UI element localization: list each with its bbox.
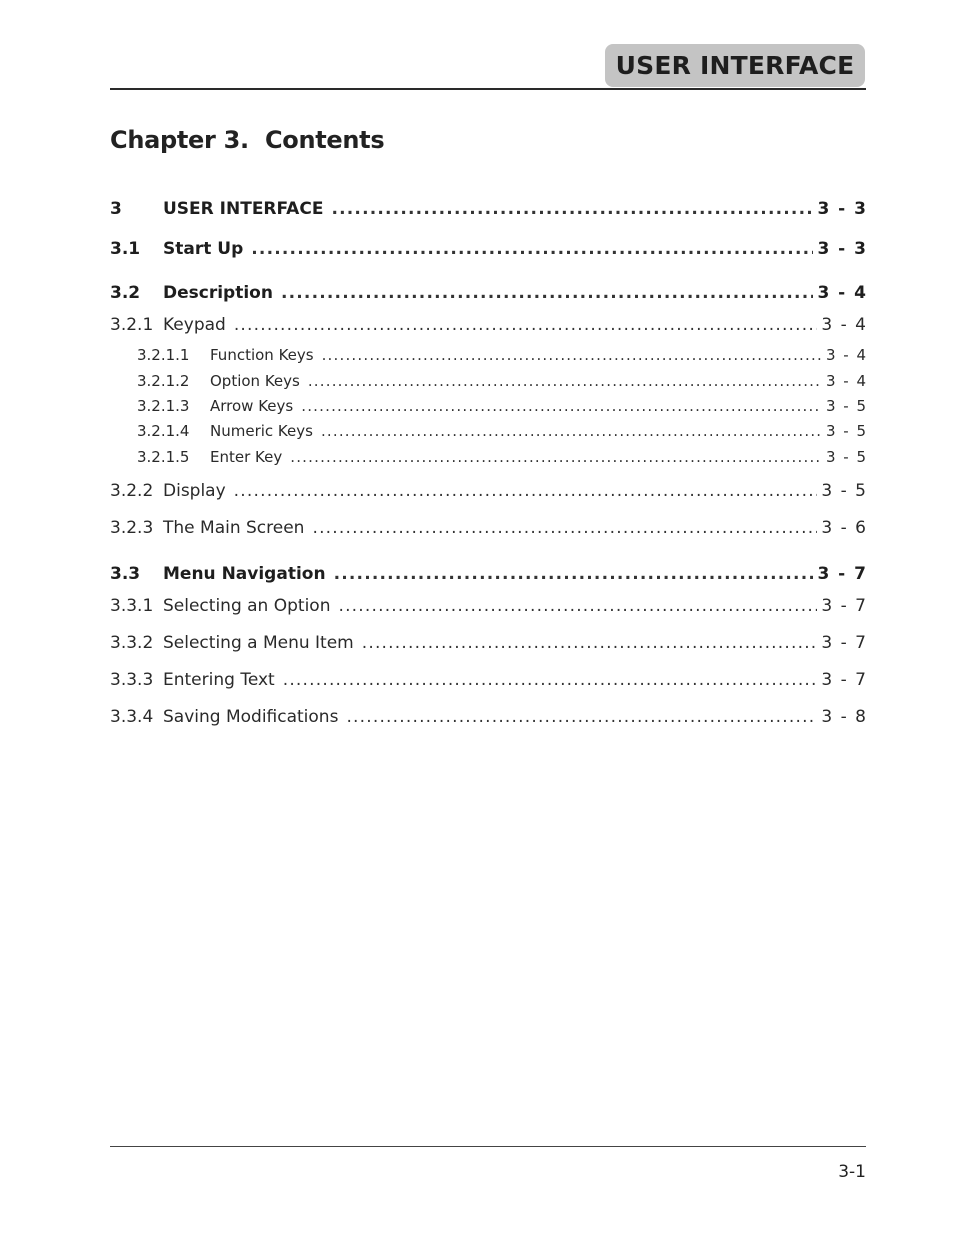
toc-entry[interactable] [110,633,866,653]
toc-leader-dots [283,670,818,690]
toc-page: 3 - 4 [821,315,866,335]
toc-title: Arrow Keys [210,397,294,415]
toc-entry[interactable] [110,596,866,616]
toc-title: Description [163,283,273,303]
toc-number: 3.2.3 [110,518,154,538]
toc-entry[interactable] [110,707,866,727]
toc-number: 3.1 [110,239,141,259]
toc-page: 3 - 6 [821,518,866,538]
toc-page: 3 - 8 [821,707,866,727]
toc-title: Option Keys [210,372,300,390]
toc-page: 3 - 7 [821,596,866,616]
toc-entry[interactable] [110,670,866,690]
toc-page: 3 - 4 [817,283,866,303]
toc-entry[interactable] [110,564,866,584]
toc-number: 3.3.2 [110,633,154,653]
toc-leader-dots [331,199,813,219]
toc-number: 3.3.1 [110,596,154,616]
toc-page: 3 - 7 [821,633,866,653]
toc-title: Keypad [163,315,226,335]
toc-entry[interactable] [137,346,866,364]
toc-title: Function Keys [210,346,314,364]
toc-leader-dots [322,346,822,364]
toc-title: Saving Modifications [163,707,339,727]
toc-entry[interactable] [137,397,866,415]
toc-title: Selecting an Option [163,596,331,616]
toc-entry[interactable] [110,481,866,501]
toc-title: Entering Text [163,670,275,690]
toc-title: The Main Screen [163,518,305,538]
toc-leader-dots [308,372,822,390]
toc-page: 3 - 5 [825,448,866,466]
toc-number: 3.3.4 [110,707,154,727]
toc-title: Display [163,481,226,501]
toc-entry[interactable] [110,283,866,303]
toc-page: 3 - 3 [817,239,866,259]
header-divider [110,88,866,90]
toc-number: 3.3.3 [110,670,154,690]
toc-title: Menu Navigation [163,564,326,584]
toc-leader-dots [301,397,822,415]
toc-leader-dots [281,283,813,303]
toc-entry[interactable] [137,372,866,390]
toc-number: 3.3 [110,564,141,584]
toc-page: 3 - 7 [817,564,866,584]
toc-title: Numeric Keys [210,422,313,440]
toc-entry[interactable] [110,199,866,219]
toc-page: 3 - 4 [825,346,866,364]
toc-title: Enter Key [210,448,283,466]
toc-leader-dots [234,481,818,501]
page-number: 3-1 [838,1162,866,1182]
toc-entry[interactable] [137,422,866,440]
chapter-title: Chapter 3. Contents [110,126,385,154]
toc-page: 3 - 5 [825,397,866,415]
toc-leader-dots [312,518,817,538]
toc-entry[interactable] [110,518,866,538]
toc-page: 3 - 3 [817,199,866,219]
toc-number: 3 [110,199,122,219]
toc-entry[interactable] [110,239,866,259]
toc-entry[interactable] [110,315,866,335]
toc-title: Start Up [163,239,244,259]
toc-leader-dots [290,448,822,466]
toc-number: 3.2.1.1 [137,346,190,364]
toc-page: 3 - 7 [821,670,866,690]
footer-divider [110,1146,866,1147]
toc-leader-dots [362,633,818,653]
toc-leader-dots [334,564,814,584]
toc-leader-dots [338,596,817,616]
toc-number: 3.2 [110,283,141,303]
toc-number: 3.2.1 [110,315,154,335]
toc-number: 3.2.1.5 [137,448,190,466]
toc-leader-dots [321,422,822,440]
toc-title: Selecting a Menu Item [163,633,354,653]
toc-title: USER INTERFACE [163,199,324,219]
section-title-badge: USER INTERFACE [605,44,865,87]
toc-number: 3.2.1.2 [137,372,190,390]
toc-page: 3 - 4 [825,372,866,390]
toc-leader-dots [234,315,818,335]
toc-page: 3 - 5 [825,422,866,440]
toc-number: 3.2.1.4 [137,422,190,440]
toc-leader-dots [346,707,817,727]
toc-entry[interactable] [137,448,866,466]
toc-number: 3.2.1.3 [137,397,190,415]
toc-page: 3 - 5 [821,481,866,501]
toc-number: 3.2.2 [110,481,154,501]
toc-leader-dots [251,239,813,259]
